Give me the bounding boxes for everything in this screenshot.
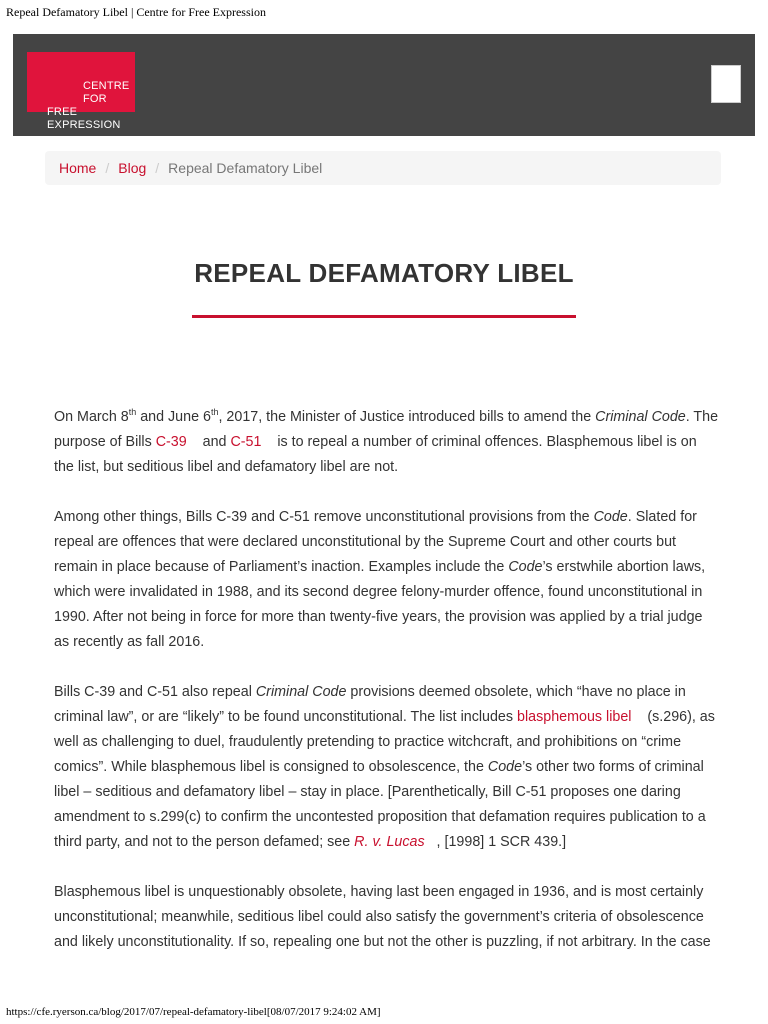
emphasis: Code bbox=[508, 559, 543, 575]
paragraph-3 bbox=[54, 680, 720, 855]
text: provisions deemed obsolete, which “have no place in criminal law”, or are “likely” to be found unconstitutional. The list includes bbox=[54, 684, 686, 725]
link-blasphemous-libel[interactable]: blasphemous libel bbox=[517, 709, 632, 725]
site-logo[interactable] bbox=[27, 52, 135, 131]
text: , [1998] 1 SCR 439.] bbox=[432, 834, 567, 850]
link-c-39[interactable]: C-39 bbox=[155, 434, 187, 450]
text: ’s erstwhile abortion laws, which were invalidated in 1988, and its second degree felony-murder offence, found unconstitutional in 1990. After not being in force for more than twenty-five years, the provision was applied by a trial judge as recently as fall 2016. bbox=[54, 559, 706, 650]
text: . The purpose of Bills bbox=[54, 409, 719, 450]
text: (s.296), as well as challenging to duel, fraudulently pretending to practice witchcraft, and prohibitions on “crime comics”. While blasphemous libel is consigned to obsolescence, the bbox=[54, 709, 715, 775]
article-body bbox=[54, 405, 720, 980]
emphasis: Code bbox=[487, 759, 523, 775]
print-footer-url: https://cfe.ryerson.ca/blog/2017/07/repeal-defamatory-libel[08/07/2017 9:24:02 AM] bbox=[6, 1006, 381, 1018]
site-navbar bbox=[13, 34, 755, 136]
breadcrumb-home-link[interactable]: Home bbox=[59, 160, 97, 176]
paragraph-4: Blasphemous libel is unquestionably obsolete, having last been engaged in 1936, and is most certainly unconstitutional; meanwhile, seditious libel could also satisfy the government’s criteria of obsolescence and likely unconstitutionality. If so, repealing one but not the other is puzzling, if not arbitrary. In the case bbox=[54, 884, 711, 950]
link-c-51[interactable]: C-51 bbox=[230, 434, 262, 450]
superscript: th bbox=[128, 407, 137, 418]
superscript: th bbox=[210, 407, 219, 418]
breadcrumb-current: Repeal Defamatory Libel bbox=[168, 160, 323, 176]
text: Among other things, Bills C-39 and C-51 remove unconstitutional provisions from the bbox=[54, 509, 594, 525]
breadcrumb bbox=[45, 151, 721, 185]
text: On March 8 bbox=[54, 409, 129, 425]
logo-line-1: CENTRE FOR bbox=[83, 80, 130, 105]
breadcrumb-separator: / bbox=[105, 160, 110, 176]
title-underline bbox=[192, 315, 576, 318]
page-title: REPEAL DEFAMATORY LIBEL bbox=[194, 258, 574, 288]
paragraph-2 bbox=[54, 505, 720, 655]
text: Bills C-39 and C-51 also repeal bbox=[54, 684, 256, 700]
logo-line-2: FREE EXPRESSION bbox=[47, 106, 121, 131]
print-header: Repeal Defamatory Libel | Centre for Free Expression bbox=[6, 5, 266, 19]
breadcrumb-separator: / bbox=[155, 160, 160, 176]
emphasis: Criminal Code bbox=[255, 684, 347, 700]
menu-toggle-button[interactable] bbox=[711, 65, 741, 103]
text: is to repeal a number of criminal offences. Blasphemous libel is on the list, but seditious libel and defamatory libel are not. bbox=[54, 434, 697, 475]
text: . Slated for repeal are offences that were declared unconstitutional by the Supreme Court and other courts but remain in place because of Parliament’s inaction. Examples include the bbox=[54, 509, 697, 575]
text: ’s other two forms of criminal libel – seditious and defamatory libel – stay in place. [Parenthetically, Bill C-51 proposes one daring amendment to s.299(c) to confirm the uncontested proposition that defamation requires publication to a third party, and not to the person defamed; see bbox=[54, 759, 706, 850]
emphasis: Code bbox=[593, 509, 628, 525]
text: , 2017, the Minister of Justice introduced bills to amend the bbox=[218, 409, 596, 425]
breadcrumb-blog-link[interactable]: Blog bbox=[118, 160, 147, 176]
link-r-v-lucas[interactable]: R. v. Lucas bbox=[354, 834, 425, 850]
emphasis: Criminal Code bbox=[595, 409, 686, 425]
paragraph-1 bbox=[54, 405, 720, 480]
text: and bbox=[198, 434, 231, 450]
text: and June 6 bbox=[136, 409, 211, 425]
